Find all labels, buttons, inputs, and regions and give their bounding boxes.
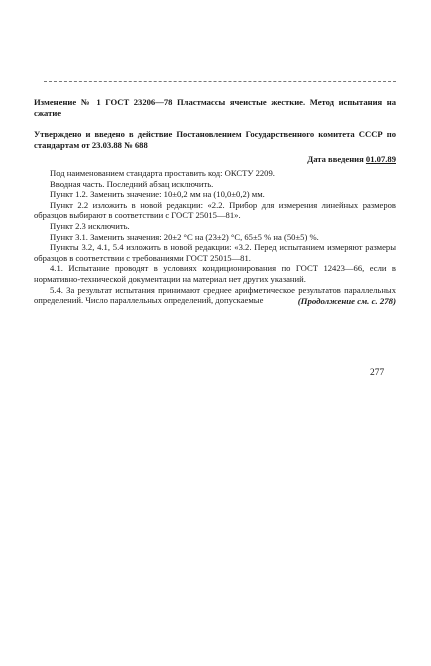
approval-statement: Утверждено и введено в действие Постановлением Государственного комитета СССР по стандартам от 23.03.88 № 688 [34, 129, 396, 150]
effective-date-label: Дата введения [307, 154, 364, 164]
paragraph: Пункты 3.2, 4.1, 5.4 изложить в новой редакции: «3.2. Перед испытанием измеряют размеры образцов в соответствии с требованиями ГОСТ 25015—81. [34, 242, 396, 263]
document-header [34, 97, 396, 165]
page-number: 277 [370, 368, 385, 378]
continuation-note: (Продолжение см. с. 278) [297, 296, 396, 306]
paragraph: Вводная часть. Последний абзац исключить. [50, 178, 214, 189]
paragraph: Пункт 2.2 изложить в новой редакции: «2.2. Прибор для измерения линейных размеров образцов выбирают в соответствии с ГОСТ 25015—81». [34, 199, 396, 221]
paragraph: 5.4. За результат испытания принимают среднее арифметическое результатов параллельных определений. Число параллельных определений, допускаемые [34, 284, 396, 306]
effective-date-line [34, 154, 396, 165]
paragraph: Пункт 3.1. Заменить значения: 20±2 °С на (23±2) °С, 65±5 % на (50±5) %. [50, 231, 319, 242]
effective-date-value: 01.07.89 [365, 154, 396, 164]
top-divider [44, 81, 396, 82]
paragraph: Пункт 2.3 исключить. [50, 220, 130, 231]
paragraph: Под наименованием стандарта проставить код: ОКСТУ 2209. [50, 168, 275, 178]
paragraph: 4.1. Испытание проводят в условиях кондиционирования по ГОСТ 12423—66, если в нормативно-технической документации на материал нет других указаний. [34, 263, 396, 284]
amendment-body [34, 168, 396, 306]
amendment-title: Изменение № 1 ГОСТ 23206—78 Пластмассы ячеистые жесткие. Метод испытания на сжатие [34, 97, 396, 118]
paragraph: Пункт 1.2. Заменить значение: 10±0,2 мм на (10,0±0,2) мм. [50, 189, 265, 200]
